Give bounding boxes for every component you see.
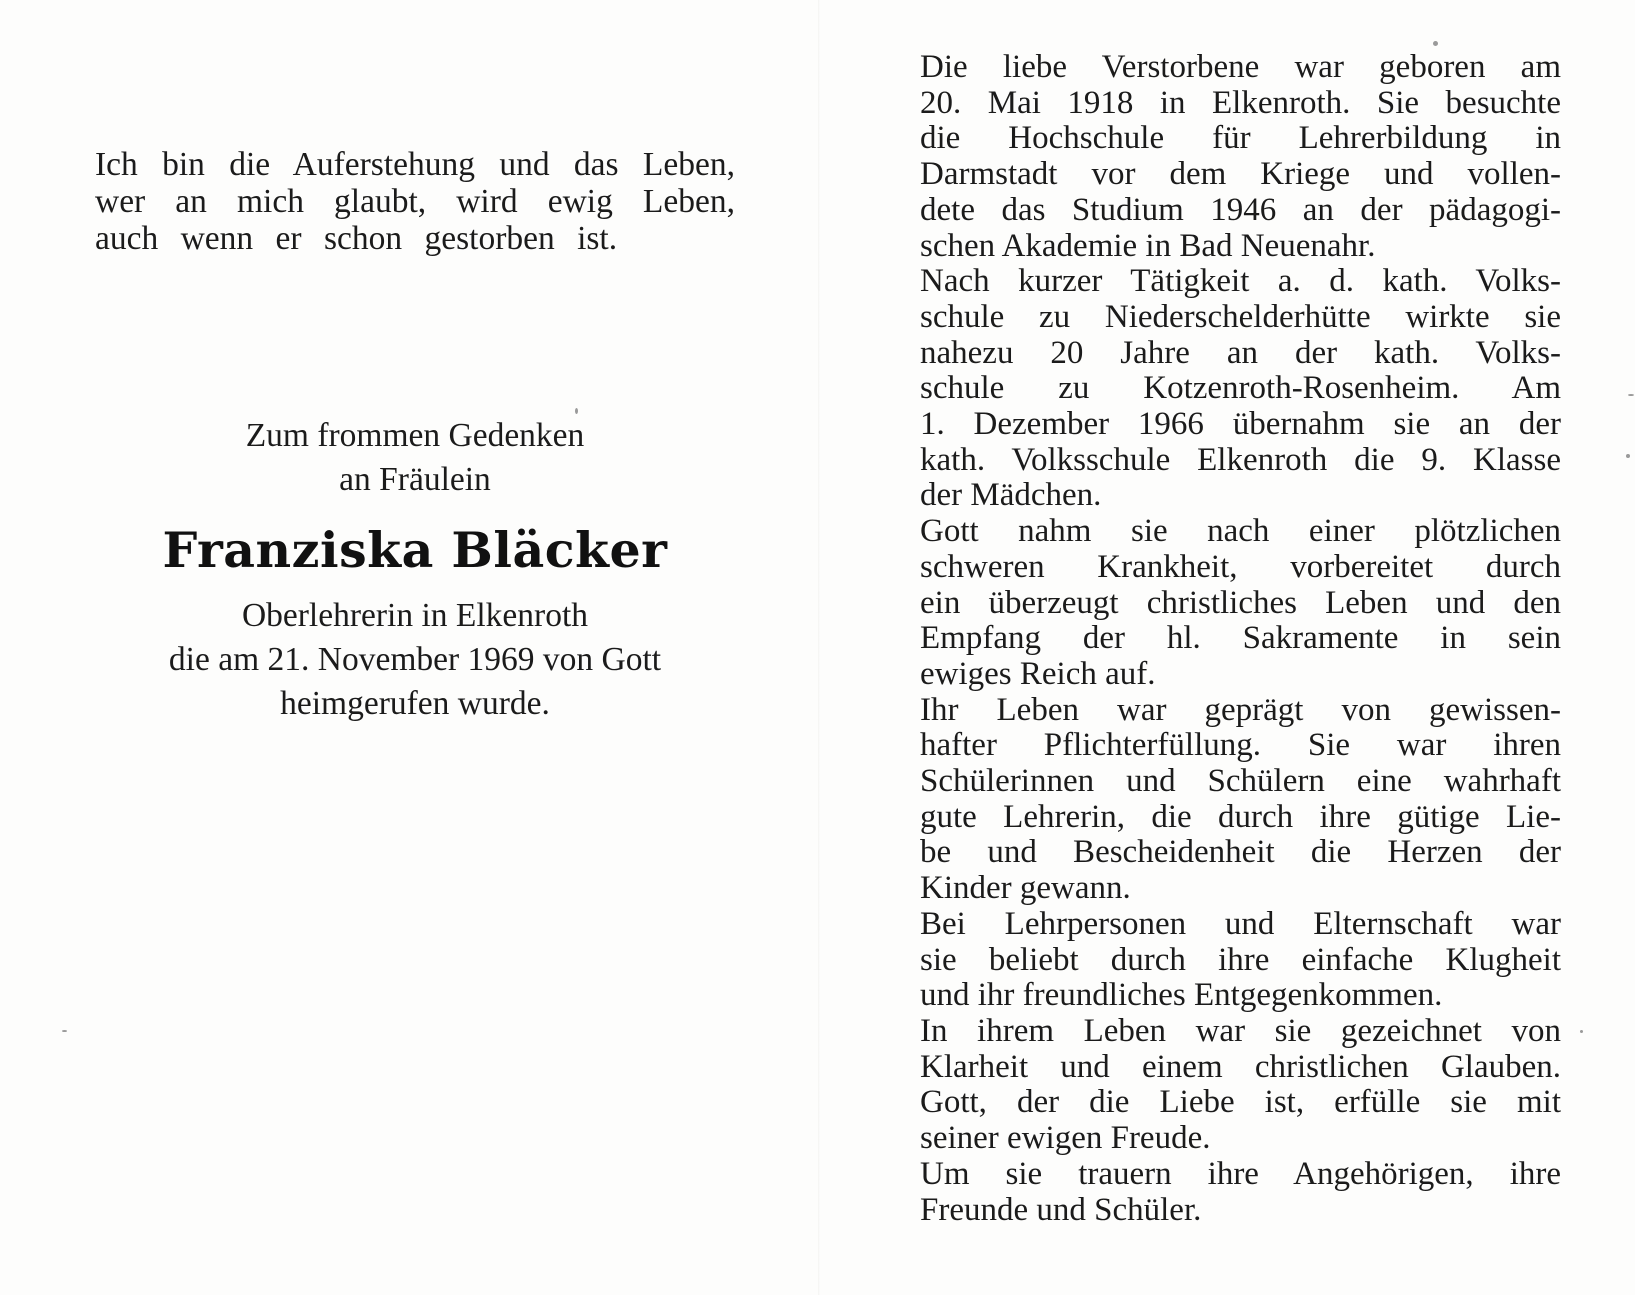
paper-speck xyxy=(62,1030,67,1032)
quote-line: Ich bin die Auferstehung und das Leben, xyxy=(95,146,735,183)
quote-line: auch wenn er schon gestorben ist. xyxy=(95,220,618,257)
intro-line: an Fräulein xyxy=(339,461,491,498)
bio-line: be und Bescheidenheit die Herzen der xyxy=(920,834,1561,871)
bio-line: 20. Mai 1918 in Elkenroth. Sie besuchte xyxy=(920,84,1561,121)
bio-line: Um sie trauern ihre Angehörigen, ihre xyxy=(920,1155,1561,1192)
detail-line: die am 21. November 1969 von Gott xyxy=(168,641,662,678)
bio-line: Gott, der die Liebe ist, erfülle sie mit xyxy=(920,1084,1561,1121)
quote-line: wer an mich glaubt, wird ewig Leben, xyxy=(95,183,735,220)
bio-line: gute Lehrerin, die durch ihre gütige Lie- xyxy=(920,798,1561,835)
bio-line: Ihr Leben war geprägt von gewissen- xyxy=(920,691,1561,728)
bio-line: schen Akademie in Bad Neuenahr. xyxy=(920,227,1376,264)
bio-line: und ihr freundliches Entgegenkommen. xyxy=(920,977,1443,1014)
bio-line: Die liebe Verstorbene war geboren am xyxy=(920,49,1561,85)
bio-line: dete das Studium 1946 an der pädagogi- xyxy=(920,191,1561,228)
bio-line: ewiges Reich auf. xyxy=(920,655,1156,692)
paper-speck xyxy=(575,408,578,414)
bio-line: Kinder gewann. xyxy=(920,870,1131,907)
biography-text xyxy=(920,50,1561,1228)
bio-line: Schülerinnen und Schülern eine wahrhaft xyxy=(920,763,1561,800)
bio-line: der Mädchen. xyxy=(920,477,1102,514)
bio-line: Gott nahm sie nach einer plötzlichen xyxy=(920,513,1561,550)
bio-line: Empfang der hl. Sakramente in sein xyxy=(920,620,1561,657)
bio-line: seiner ewigen Freude. xyxy=(920,1120,1211,1157)
memorial-details xyxy=(95,594,735,726)
bio-line: schule zu Niederschelderhütte wirkte sie xyxy=(920,298,1561,335)
deceased-name: Franziska Bläcker xyxy=(162,521,668,579)
bio-line: schweren Krankheit, vorbereitet durch xyxy=(920,548,1561,585)
intro-line: Zum frommen Gedenken xyxy=(245,417,585,454)
bio-line: Freunde und Schüler. xyxy=(920,1191,1202,1228)
paper-speck xyxy=(1626,454,1630,458)
bio-line: Bei Lehrpersonen und Elternschaft war xyxy=(920,905,1561,942)
bio-line: hafter Pflichterfüllung. Sie war ihren xyxy=(920,727,1561,764)
paper-speck xyxy=(1580,1030,1583,1033)
memorial-intro xyxy=(95,414,735,502)
bio-line: die Hochschule für Lehrerbildung in xyxy=(920,120,1561,157)
bio-line: Darmstadt vor dem Kriege und vollen- xyxy=(920,156,1561,193)
memorial-block xyxy=(95,414,735,726)
bio-line: Nach kurzer Tätigkeit a. d. kath. Volks- xyxy=(920,263,1561,300)
bio-line: ein überzeugt christliches Leben und den xyxy=(920,584,1561,621)
scripture-quote xyxy=(95,146,735,257)
bio-line: sie beliebt durch ihre einfache Klugheit xyxy=(920,941,1561,978)
bio-line: kath. Volksschule Elkenroth die 9. Klasse xyxy=(920,441,1561,478)
bio-line: 1. Dezember 1966 übernahm sie an der xyxy=(920,406,1561,443)
detail-line: Oberlehrerin in Elkenroth xyxy=(241,597,589,634)
detail-line: heimgerufen wurde. xyxy=(280,685,550,722)
bio-line: In ihrem Leben war sie gezeichnet von xyxy=(920,1012,1561,1049)
paper-speck xyxy=(1628,394,1634,396)
bio-line: nahezu 20 Jahre an der kath. Volks- xyxy=(920,334,1561,371)
paper-speck xyxy=(1433,41,1438,46)
bio-line: schule zu Kotzenroth-Rosenheim. Am xyxy=(920,370,1561,407)
bio-line: Klarheit und einem christlichen Glauben. xyxy=(920,1048,1561,1085)
right-page xyxy=(820,0,1635,1295)
